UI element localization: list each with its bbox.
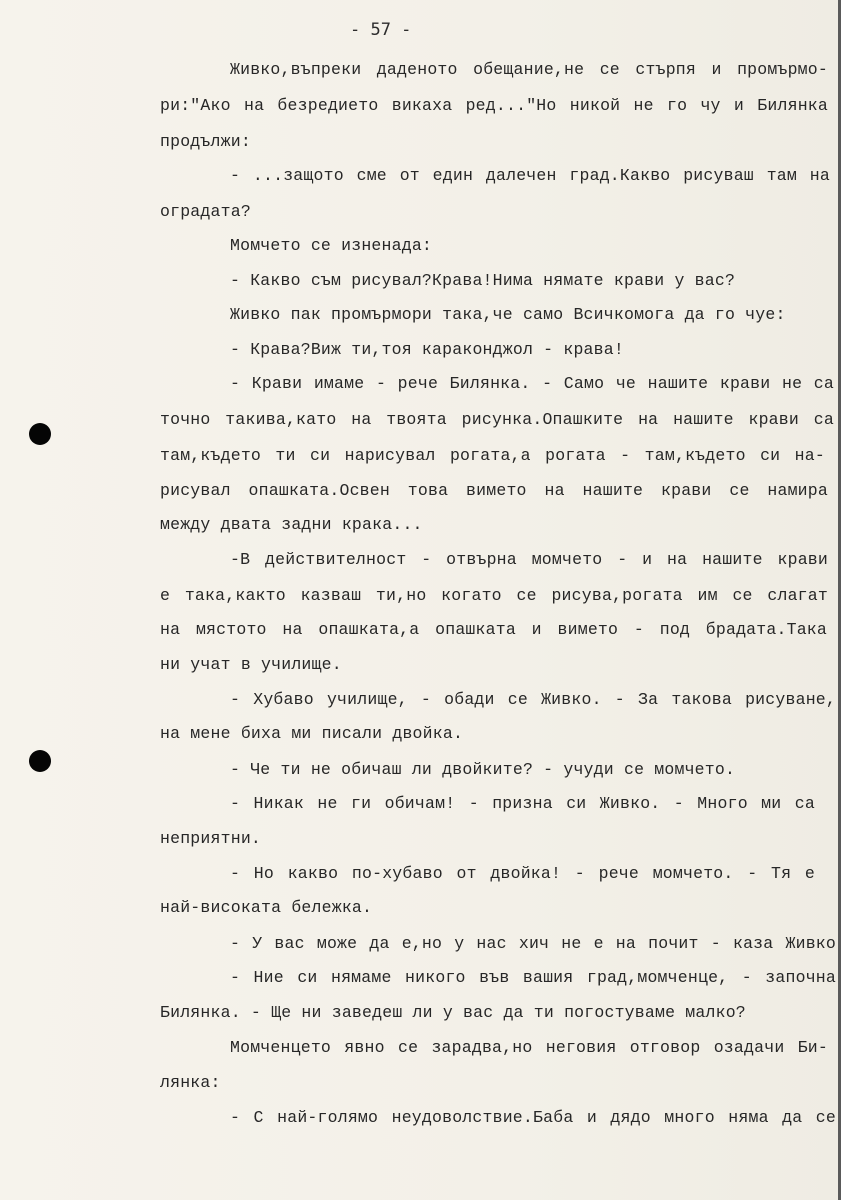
- text-line: - ...защото сме от един далечен град.Какво рисуваш там на: [230, 166, 830, 185]
- text-line: - Крава?Виж ти,тоя караконджол - крава!: [230, 340, 624, 359]
- text-line: е така,както казваш ти,но когато се рисува,рогата им се слагат: [160, 586, 828, 605]
- text-line: Момчето се изненада:: [230, 236, 433, 255]
- text-line: продължи:: [160, 132, 251, 151]
- text-line: - Крави имаме - рече Билянка. - Само че нашите крави не са: [230, 374, 834, 393]
- text-line: на мястото на опашката,а опашката и вимето - под брадата.Така: [160, 620, 827, 639]
- text-line: точно такива,като на твоята рисунка.Опашките на нашите крави са: [160, 410, 834, 429]
- text-line: Момченцето явно се зарадва,но неговия отговор озадачи Би-: [230, 1038, 828, 1057]
- page-number: - 57 -: [350, 20, 412, 40]
- text-line: най-високата бележка.: [160, 898, 373, 917]
- text-line: - У вас може да е,но у нас хич не е на почит - каза Живко: [230, 934, 836, 953]
- punch-hole: [29, 750, 51, 772]
- text-line: - Ние си нямаме никого във вашия град,момченце, - започна: [230, 968, 836, 987]
- text-line: между двата задни крака...: [160, 515, 423, 534]
- text-line: неприятни.: [160, 829, 262, 848]
- text-line: ри:"Ако на безредието викаха ред..."Но никой не го чу и Билянка: [160, 96, 828, 115]
- text-line: Билянка. - Ще ни заведеш ли у вас да ти погостуваме малко?: [160, 1003, 746, 1022]
- text-line: Живко пак промърмори така,че само Всичкомога да го чуе:: [230, 305, 786, 324]
- text-line: - Никак не ги обичам! - призна си Живко. - Много ми са: [230, 794, 815, 813]
- text-line: - Какво съм рисувал?Крава!Нима нямате крави у вас?: [230, 271, 736, 290]
- text-line: - Че ти не обичаш ли двойките? - учуди се момчето.: [230, 760, 736, 779]
- text-line: -В действителност - отвърна момчето - и на нашите крави: [230, 550, 828, 569]
- text-line: оградата?: [160, 202, 251, 221]
- text-line: на мене биха ми писали двойка.: [160, 724, 464, 743]
- text-line: Живко,въпреки даденото обещание,не се стърпя и промърмо-: [230, 60, 828, 79]
- text-line: рисувал опашката.Освен това вимето на нашите крави се намира: [160, 481, 828, 500]
- text-line: там,където ти си нарисувал рогата,а рогата - там,където си на-: [160, 446, 825, 465]
- text-line: - Но какво по-хубаво от двойка! - рече момчето. - Тя е: [230, 864, 815, 883]
- text-line: - Хубаво училище, - обади се Живко. - За такова рисуване,: [230, 690, 836, 709]
- punch-hole: [29, 423, 51, 445]
- text-line: - С най-голямо неудоволствие.Баба и дядо много няма да се: [230, 1108, 836, 1127]
- text-line: ни учат в училище.: [160, 655, 342, 674]
- text-line: лянка:: [160, 1073, 221, 1092]
